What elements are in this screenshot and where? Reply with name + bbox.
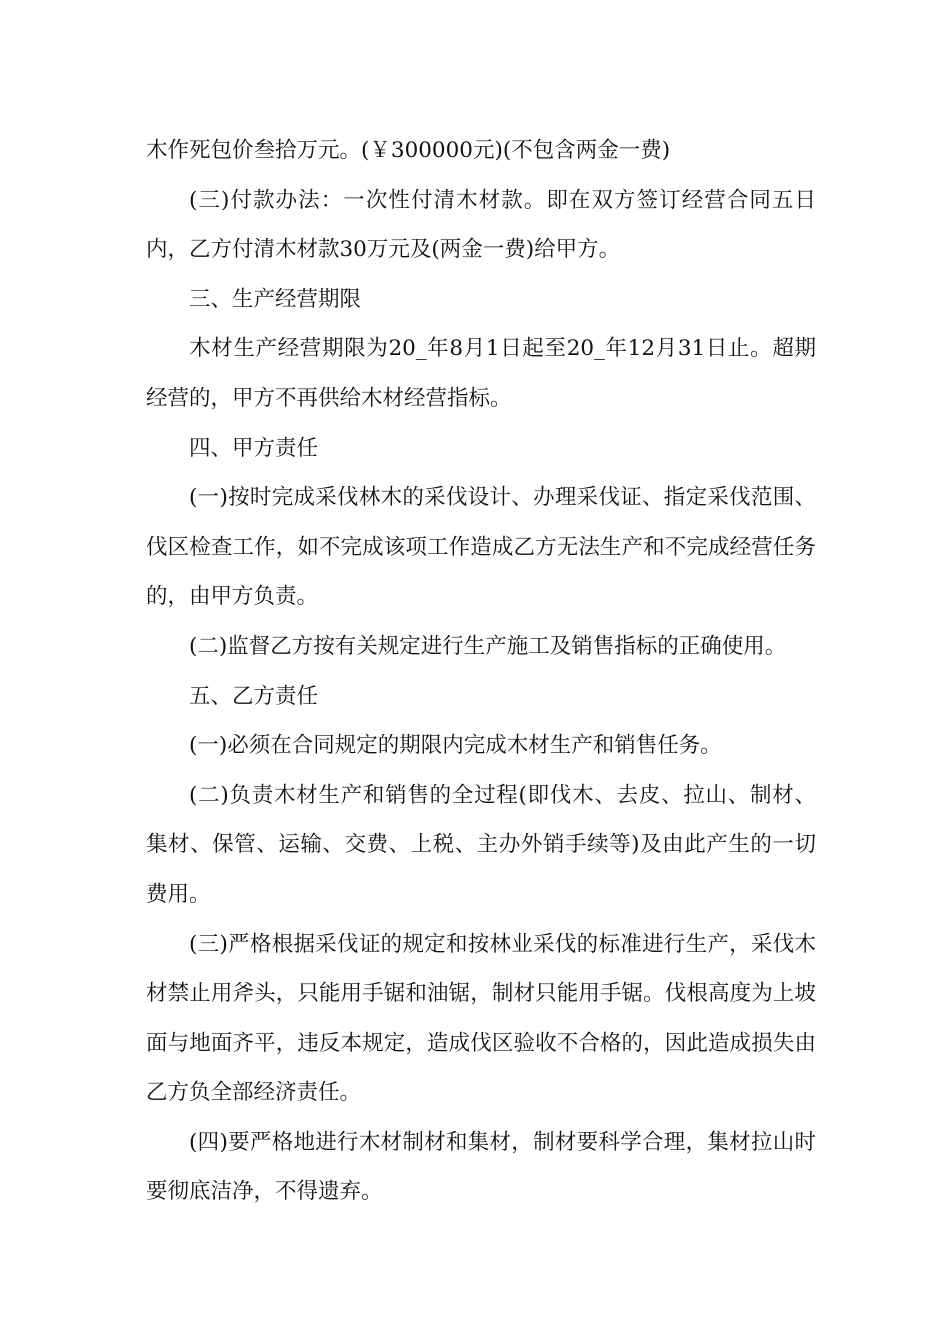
paragraph-party-b-2: (二)负责木材生产和销售的全过程(即伐木、去皮、拉山、制材、集材、保管、运输、交费、上税、主办外销手续等)及由此产生的一切费用。	[146, 782, 816, 907]
paragraph-term: 木材生产经营期限为20_年8月1日起至20_年12月31日止。超期经营的，甲方不再供给木材经营指标。	[146, 336, 816, 411]
paragraph-party-b-3: (三)严格根据采伐证的规定和按林业采伐的标准进行生产，采伐木材禁止用斧头，只能用手锯和油锯，制材只能用手锯。伐根高度为上坡面与地面齐平，违反本规定，造成伐区验收不合格的，因此造成损失由乙方负全部经济责任。	[146, 931, 816, 1106]
section-heading-party-a: 四、甲方责任	[189, 435, 319, 461]
section-heading-term: 三、生产经营期限	[189, 286, 362, 312]
paragraph-party-b-1: (一)必须在合同规定的期限内完成木材生产和销售任务。	[189, 733, 722, 759]
document-body	[146, 126, 816, 1217]
paragraph-party-b-4: (四)要严格地进行木材制材和集材，制材要科学合理，集材拉山时要彻底洁净，不得遗弃。	[146, 1129, 816, 1205]
section-heading-party-b: 五、乙方责任	[189, 683, 319, 709]
paragraph-party-a-1: (一)按时完成采伐林木的采伐设计、办理采伐证、指定采伐范围、伐区检查工作，如不完成该项工作造成乙方无法生产和不完成经营任务的，由甲方负责。	[146, 485, 816, 610]
paragraph-payment-method: (三)付款办法：一次性付清木材款。即在双方签订经营合同五日内，乙方付清木材款30万元及(两金一费)给甲方。	[146, 187, 816, 263]
paragraph-price: 木作死包价叁拾万元。(￥300000元)(不包含两金一费)	[146, 138, 671, 163]
paragraph-party-a-2: (二)监督乙方按有关规定进行生产施工及销售指标的正确使用。	[189, 633, 787, 659]
